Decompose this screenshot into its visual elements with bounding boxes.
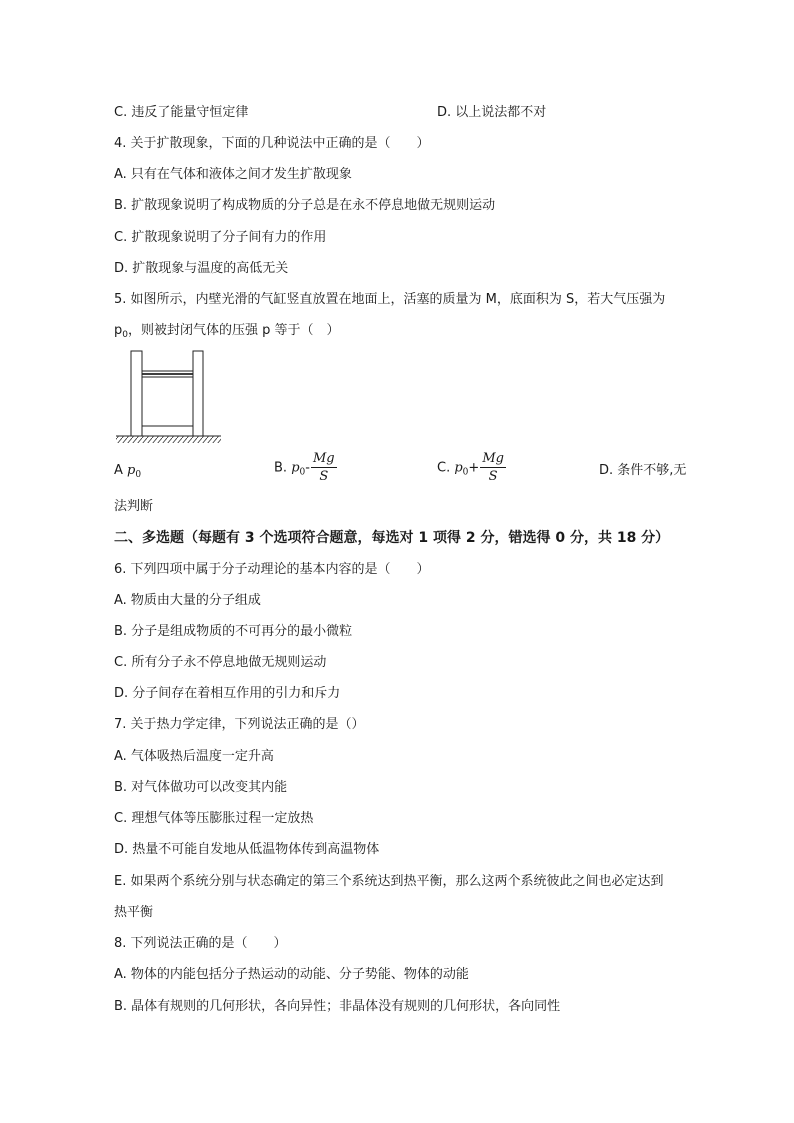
q7-option-d: D. 热量不可能自发地从低温物体传到高温物体 — [114, 842, 380, 857]
q4-option-a: A. 只有在气体和液体之间才发生扩散现象 — [114, 167, 352, 182]
q4-option-d: D. 扩散现象与温度的高低无关 — [114, 261, 289, 276]
q7-option-a: A. 气体吸热后温度一定升高 — [114, 749, 274, 764]
q6-option-b: B. 分子是组成物质的不可再分的最小微粒 — [114, 624, 353, 639]
q6-option-c: C. 所有分子永不停息地做无规则运动 — [114, 655, 327, 670]
q7-option-e-line2: 热平衡 — [114, 905, 154, 920]
q8-option-b: B. 晶体有规则的几何形状，各向异性；非晶体没有规则的几何形状，各向同性 — [114, 999, 561, 1014]
q7-stem: 7. 关于热力学定律，下列说法正确的是（） — [114, 717, 365, 732]
fraction-mg-over-s: $\frac{Mg}{S}$ — [482, 451, 504, 484]
q8-option-a: A. 物体的内能包括分子热运动的动能、分子势能、物体的动能 — [114, 967, 469, 982]
q6-stem: 6. 下列四项中属于分子动理论的基本内容的是（ ） — [114, 562, 430, 577]
q5-option-d-line2: 法判断 — [114, 499, 154, 514]
q4-option-c: C. 扩散现象说明了分子间有力的作用 — [114, 230, 327, 245]
q5-stem-line1: 5. 如图所示，内壁光滑的气缸竖直放置在地面上，活塞的质量为 M，底面积为 S，若大气压强为 — [114, 292, 666, 307]
q8-stem: 8. 下列说法正确的是（ ） — [114, 936, 287, 951]
q6-option-d: D. 分子间存在着相互作用的引力和斥力 — [114, 686, 341, 701]
cylinder-diagram — [112, 348, 252, 448]
q7-option-e-line1: E. 如果两个系统分别与状态确定的第三个系统达到热平衡，那么这两个系统彼此之间也必定达到 — [114, 874, 664, 889]
q5-option-b: B. $p_0-$ $\frac{Mg}{S}$ — [274, 451, 335, 484]
q3-option-d: D. 以上说法都不对 — [437, 105, 547, 120]
q5-stem-line2: $p_0$，则被封闭气体的压强 p 等于（ ） — [114, 323, 340, 340]
q5-option-a: A $p_0$ — [114, 463, 142, 480]
cylinder-right-wall — [193, 351, 203, 436]
ground-hatching — [116, 436, 221, 443]
cylinder-left-wall — [131, 351, 142, 436]
q7-option-c: C. 理想气体等压膨胀过程一定放热 — [114, 811, 314, 826]
section-2-heading: 二、多选题（每题有 3 个选项符合题意，每选对 1 项得 2 分，错选得 0 分，共 18 分） — [114, 530, 670, 546]
q6-option-a: A. 物质由大量的分子组成 — [114, 593, 261, 608]
q7-option-b: B. 对气体做功可以改变其内能 — [114, 780, 288, 795]
q5-option-c: C. $p_0+$ $\frac{Mg}{S}$ — [437, 451, 504, 484]
q5-option-d-line1: D. 条件不够,无 — [599, 463, 687, 478]
fraction-mg-over-s: $\frac{Mg}{S}$ — [312, 451, 335, 484]
q4-stem: 4. 关于扩散现象，下面的几种说法中正确的是（ ） — [114, 136, 430, 151]
q3-option-c: C. 违反了能量守恒定律 — [114, 105, 249, 120]
q4-option-b: B. 扩散现象说明了构成物质的分子总是在永不停息地做无规则运动 — [114, 198, 496, 213]
